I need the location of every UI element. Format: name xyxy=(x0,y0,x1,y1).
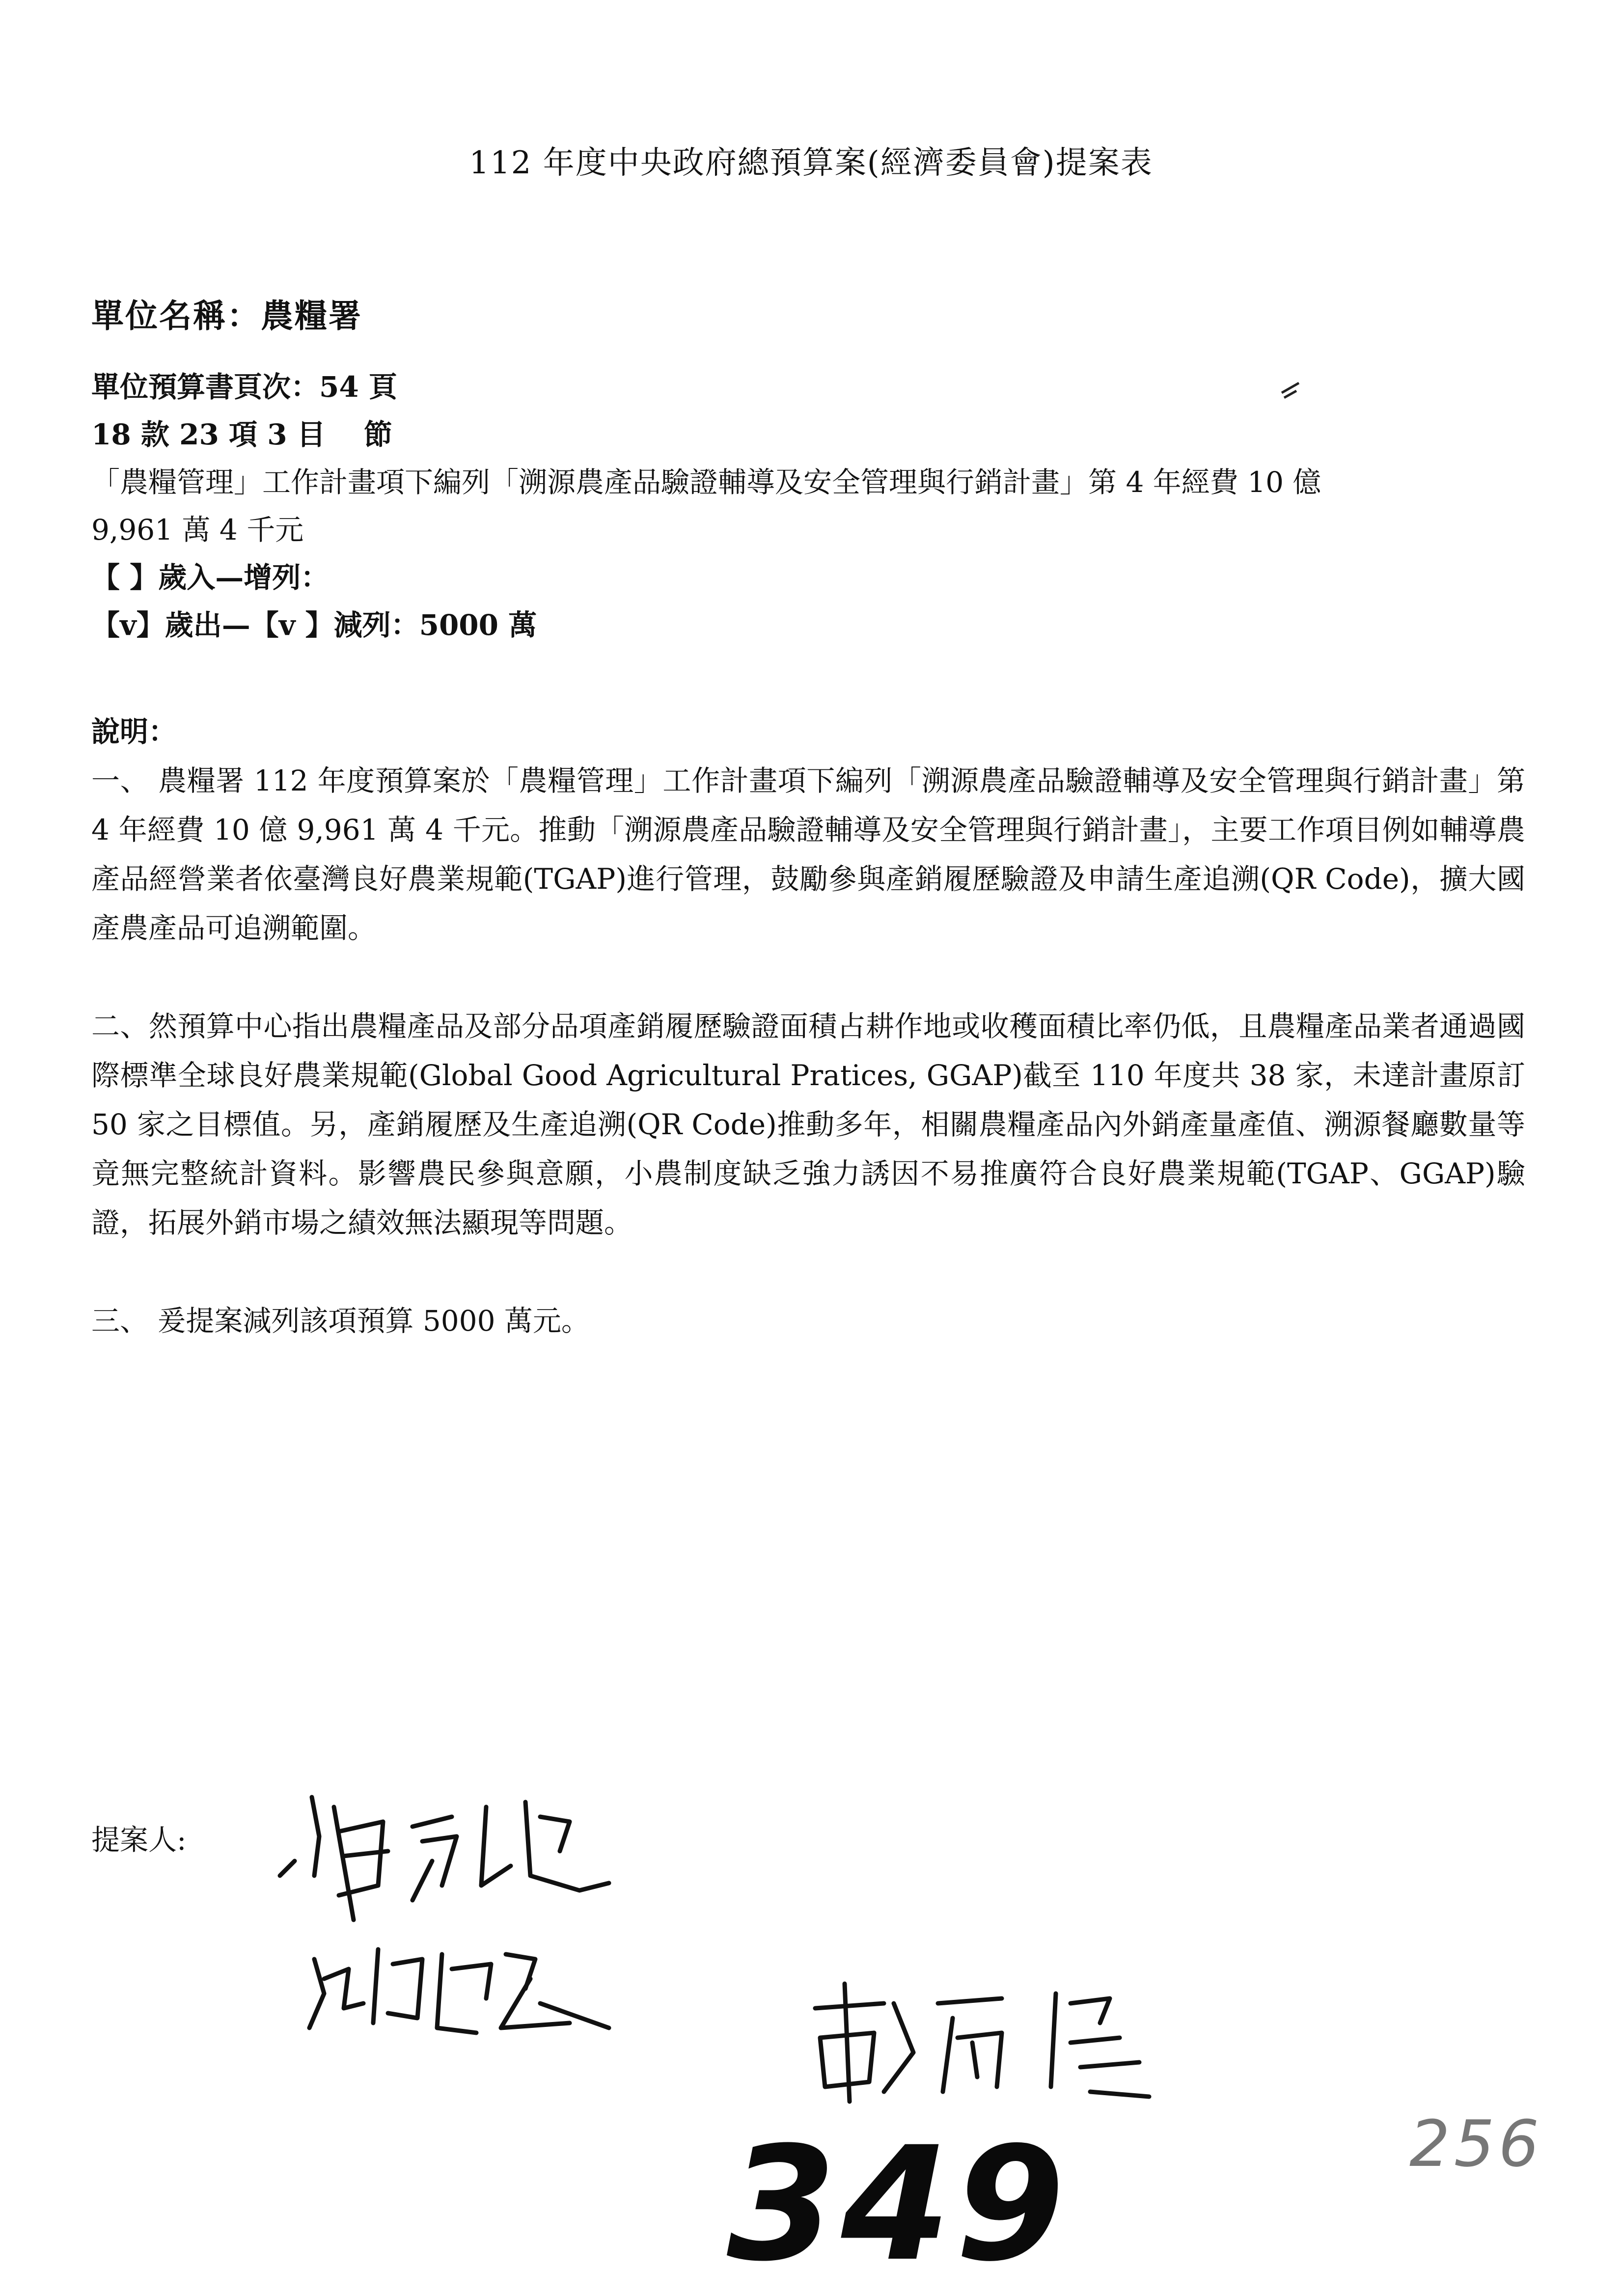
expense-line: 【v】歲出—【v 】減列：5000 萬 xyxy=(91,608,537,642)
explanation-section xyxy=(91,707,1525,1345)
signature-3 xyxy=(796,1974,1188,2121)
explanation-heading: 說明： xyxy=(91,715,177,748)
item-reference: 18 款 23 項 3 目 節 xyxy=(91,418,392,451)
explanation-point-2: 二、然預算中心指出農糧產品及部分品項產銷履歷驗證面積占耕作地或收穫面積比率仍低，且農糧產品業者通過國際標準全球良好農業規範(Global Good Agricultural Pratices, GGAP)截至 110 年度共 38 家，未達計畫原訂 50 家之目標值。另，產銷履歷及生產追溯(QR Code)推動多年，相關農糧產品內外銷產量產值、溯源餐廳數量等竟無完整統計資料。影響農民參與意願，小農制度缺乏強力誘因不易推廣符合良好農業規範(TGAP、GGAP)驗證，拓展外銷市場之績效無法顯現等問題。 xyxy=(91,1010,1525,1239)
explanation-point-1: 一、 農糧署 112 年度預算案於「農糧管理」工作計畫項下編列「溯源農產品驗證輔導及安全管理與行銷計畫」第 4 年經費 10 億 9,961 萬 4 千元。推動「溯源農產品驗證輔導及安全管理與行銷計畫」，主要工作項目例如輔導農產品經營業者依臺灣良好農業規範(TGAP)進行管理，鼓勵參與產銷履歷驗證及申請生產追溯(QR Code)，擴大國產農產品可追溯範圍。 xyxy=(91,764,1525,945)
unit-name: 單位名稱：農糧署 xyxy=(91,297,362,335)
budget-page: 單位預算書頁次：54 頁 xyxy=(91,370,397,404)
proposer-label: 提案人: xyxy=(91,1823,187,1857)
explanation-point-3: 三、 爰提案減列該項預算 5000 萬元。 xyxy=(91,1304,590,1338)
signature-1 xyxy=(265,1777,638,1940)
handwritten-number: 349 xyxy=(727,2113,1070,2296)
signature-2 xyxy=(295,1930,638,2052)
plan-line-1: 「農糧管理」工作計畫項下編列「溯源農產品驗證輔導及安全管理與行銷計畫」第 4 年經費 10 億 xyxy=(91,465,1321,499)
page-number: 256 xyxy=(1409,2106,1543,2181)
plan-line-2: 9,961 萬 4 千元 xyxy=(91,513,304,547)
document-title: 112 年度中央政府總預算案(經濟委員會)提案表 xyxy=(469,145,1153,181)
revenue-line: 【 】歲入—增列： xyxy=(91,561,330,594)
budget-meta xyxy=(91,363,1515,649)
